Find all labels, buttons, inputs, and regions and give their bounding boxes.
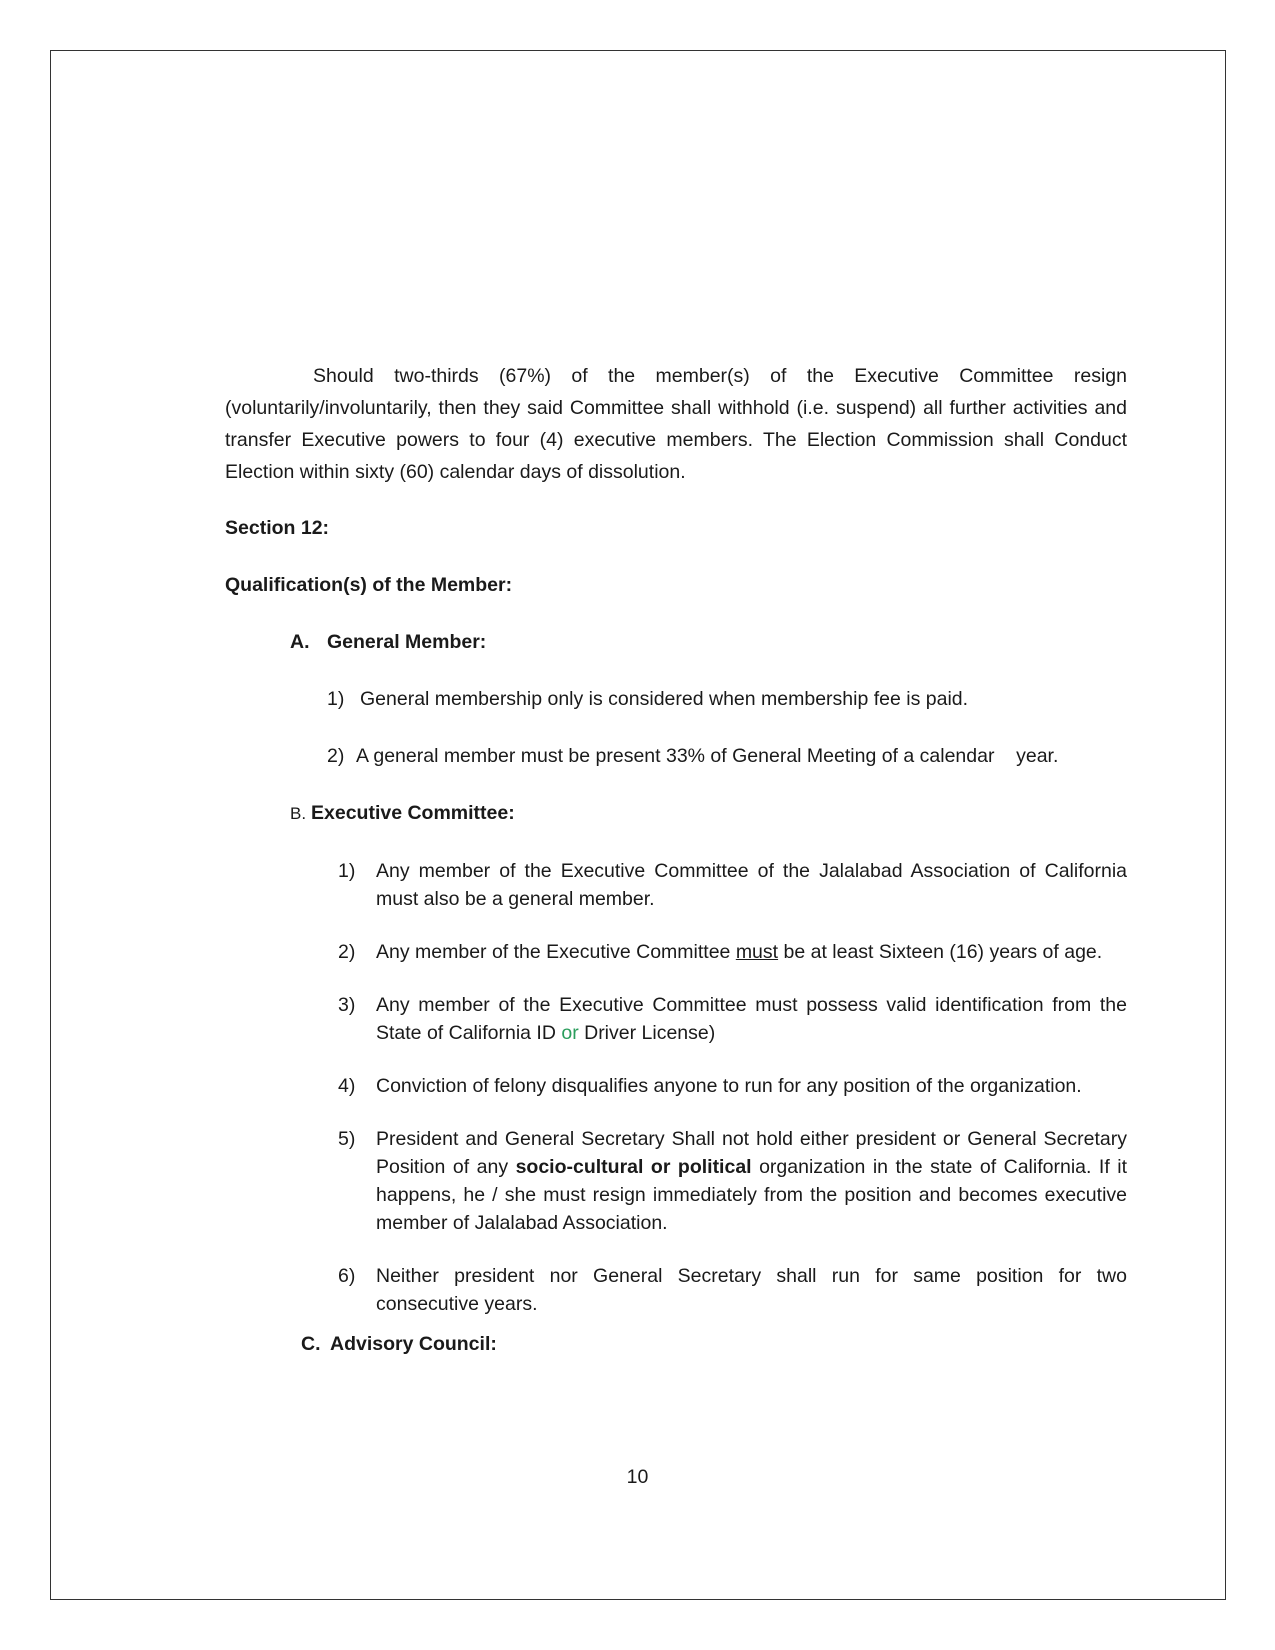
list-item-number: 5) <box>338 1128 356 1150</box>
section-heading: Section 12: <box>225 517 330 539</box>
list-item <box>225 991 1127 1047</box>
subsection-b-heading: B. Executive Committee: <box>290 802 515 824</box>
page-number: 10 <box>626 1466 649 1488</box>
list-item <box>225 938 1127 966</box>
list-item-number: 6) <box>338 1265 356 1287</box>
bold-phrase: socio-cultural or political <box>515 1156 752 1178</box>
list-item-text <box>376 941 1102 963</box>
text-run: Driver License) <box>578 1022 716 1044</box>
text-run: organization in the state of California. If it happens, he / she must resign immediately from the position and becomes executive member of Jalalabad Association. <box>376 1156 1127 1234</box>
list-item-number: 1) <box>327 688 345 710</box>
subsection-a-title: General Member: <box>327 631 487 653</box>
executive-committee-list <box>225 857 1127 1318</box>
subsection-c-title: Advisory Council: <box>330 1333 497 1355</box>
subsection-a-heading <box>225 626 1127 658</box>
list-item <box>225 683 1127 715</box>
highlighted-word: or <box>561 1022 579 1044</box>
intro-paragraph: Should two-thirds (67%) of the member(s) of the Executive Committee resign (voluntarily/involuntarily, then they said Committee shall withhold (i.e. suspend) all further activities and transfer Executive powers to four (4) executive members. The Election Commission shall Conduct Election within sixty (60) calendar days of dissolution. <box>225 365 1127 483</box>
list-item-text <box>376 994 1127 1044</box>
list-item-number: 2) <box>338 941 356 963</box>
list-item-number: 4) <box>338 1075 356 1097</box>
underlined-word: must <box>735 941 779 963</box>
list-item <box>225 740 1127 772</box>
list-item-text: Conviction of felony disqualifies anyone to run for any position of the organization. <box>376 1075 1082 1097</box>
list-item-number: 3) <box>338 994 356 1016</box>
text-run: Any member of the Executive Committee must possess valid identification from the State of California ID <box>376 994 1127 1044</box>
qualification-heading: Qualification(s) of the Member: <box>225 574 513 596</box>
list-item-text: Any member of the Executive Committee of the Jalalabad Association of California must also be a general member. <box>376 860 1127 910</box>
subsection-c-marker: C. <box>301 1333 321 1355</box>
subsection-a-marker: A. <box>290 631 310 653</box>
subsection-b-title: Executive Committee: <box>311 802 515 824</box>
text-run: President and General Secretary Shall not hold either president or General Secretary Position of any <box>376 1128 1127 1178</box>
text-run: Any member of the Executive Committee <box>376 941 736 963</box>
subsection-c-heading <box>225 1328 1127 1360</box>
list-item-text: General membership only is considered when membership fee is paid. <box>360 688 969 710</box>
list-item <box>225 1262 1127 1318</box>
list-item-number: 2) <box>327 745 345 767</box>
text-run: be at least Sixteen (16) years of age. <box>778 941 1103 963</box>
list-item <box>225 1125 1127 1237</box>
list-item-number: 1) <box>338 860 356 882</box>
general-member-list <box>225 683 1127 772</box>
document-body <box>225 360 1127 1360</box>
list-item-text: A general member must be present 33% of General Meeting of a calendar year. <box>356 745 1059 767</box>
list-item <box>225 857 1127 913</box>
list-item-text <box>376 1128 1127 1234</box>
list-item-text: Neither president nor General Secretary shall run for same position for two consecutive years. <box>376 1265 1127 1315</box>
list-item <box>225 1072 1127 1100</box>
